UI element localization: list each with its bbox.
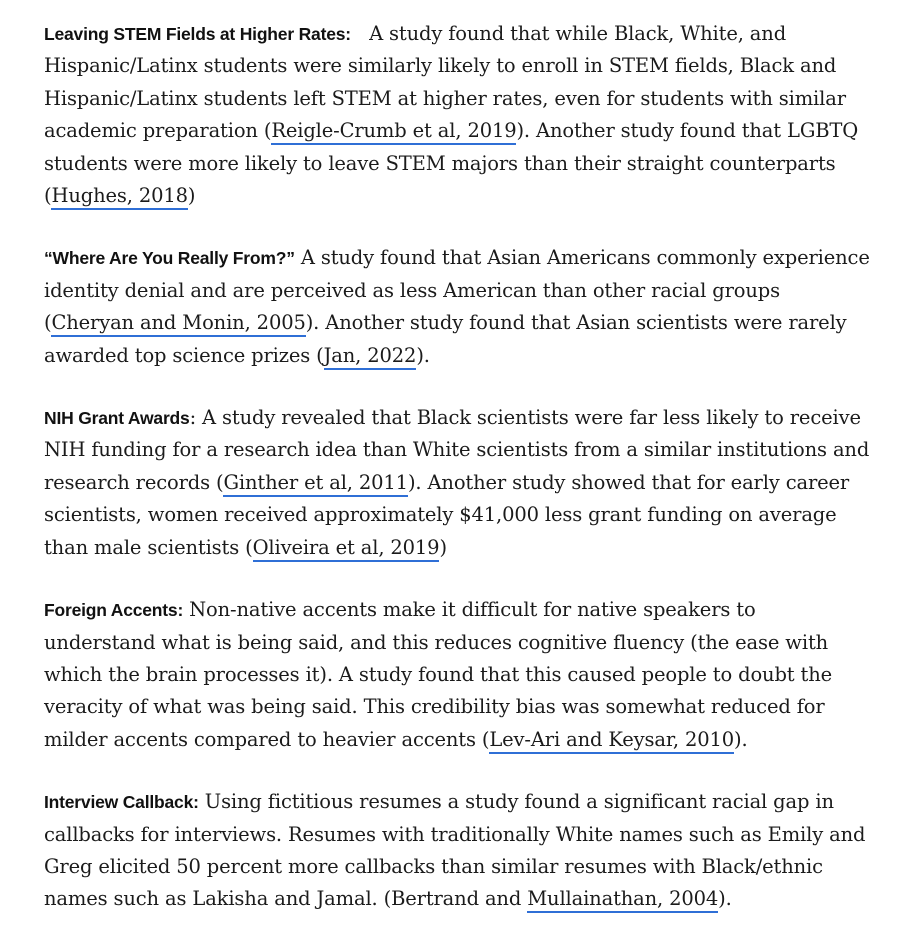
section-text: A study found that while Black, White, and Hispanic/Latinx students were similarly likely to enroll in STEM fields, Black and Hispanic/Latinx students left STEM at higher rates, even for students with similar academic preparation (: [44, 22, 846, 143]
citation-link[interactable]: Ginther et al, 2011: [223, 471, 407, 497]
section-text: A study found that Asian Americans commonly experience identity denial and are perceived as less American than other racial groups (: [44, 246, 870, 335]
heading-gap: [351, 22, 369, 45]
section-text: Using fictitious resumes a study found a significant racial gap in callbacks for interviews. Resumes with traditionally White names such as Emily and Greg elicited 50 percent more callbacks than similar resumes with Black/ethnic names such as Lakisha and Jamal. (Bertrand and: [44, 790, 866, 911]
citation-link[interactable]: Cheryan and Monin, 2005: [51, 311, 305, 337]
section-text: ).: [718, 887, 732, 911]
section-text: ). Another study showed that for early career scientists, women received approximately $41,000 less grant funding on average than male scientists (: [44, 470, 850, 559]
citation-link[interactable]: Mullainathan, 2004: [527, 887, 718, 913]
section-where-from: [44, 242, 870, 372]
section-text: ): [187, 184, 196, 208]
citation-link[interactable]: Reigle-Crumb et al, 2019: [271, 119, 516, 145]
section-nih-grants: [44, 402, 870, 564]
section-text: ).: [416, 343, 430, 367]
section-interview-callback: [44, 786, 870, 916]
section-heading: Interview Callback:: [44, 792, 199, 813]
section-foreign-accents: [44, 594, 870, 756]
section-text: ): [439, 535, 447, 559]
section-text: : A study revealed that Black scientists were far less likely to receive NIH funding for a research idea than White scientists from a similar institutions and research records (: [44, 406, 870, 494]
section-text: ). Another study found that Asian scientists were rarely awarded top science prizes (: [44, 311, 847, 367]
section-text: ). Another study found that LGBTQ students were more likely to leave STEM majors than their straight counterparts (: [44, 119, 859, 208]
citation-link[interactable]: Hughes, 2018: [51, 184, 187, 210]
section-leaving-stem: [44, 18, 870, 212]
section-text: ).: [734, 727, 748, 751]
section-heading: Foreign Accents:: [44, 600, 184, 621]
section-heading: “Where Are You Really From?”: [44, 248, 295, 269]
citation-link[interactable]: Jan, 2022: [324, 344, 417, 370]
section-text: Non-native accents make it difficult for native speakers to understand what is being said, and this reduces cognitive fluency (the ease with which the brain processes it). A study found that this caused people to doubt the veracity of what was being said. This credibility bias was somewhat reduced for milder accents compared to heavier accents (: [44, 598, 833, 751]
section-heading: Leaving STEM Fields at Higher Rates:: [44, 24, 351, 44]
citation-link[interactable]: Oliveira et al, 2019: [253, 536, 440, 562]
citation-link[interactable]: Lev-Ari and Keysar, 2010: [489, 728, 734, 754]
section-heading: NIH Grant Awards: [44, 408, 190, 429]
